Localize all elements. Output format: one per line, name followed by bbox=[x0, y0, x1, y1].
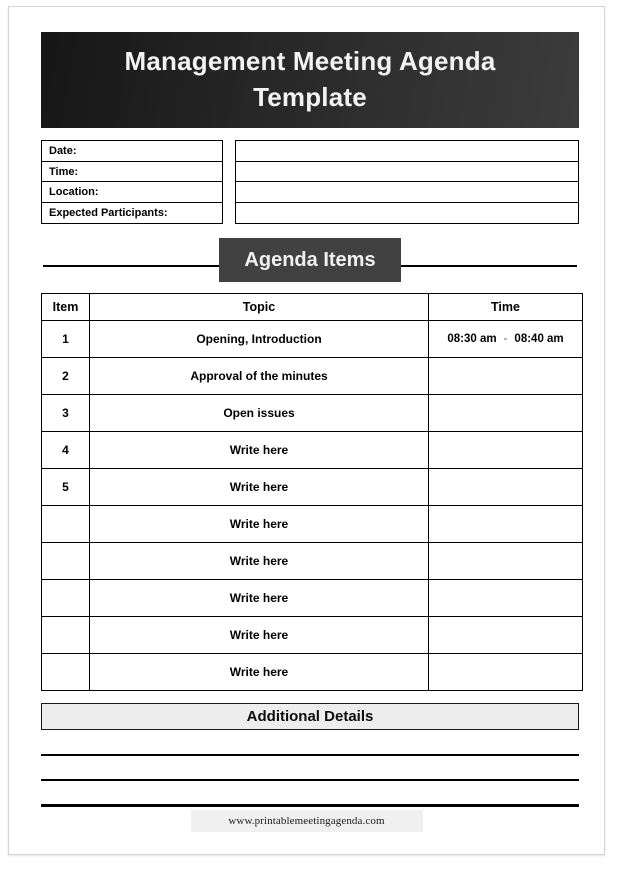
additional-details-label: Additional Details bbox=[246, 708, 374, 725]
cell-item[interactable]: 3 bbox=[42, 395, 90, 432]
meta-label-location: Location: bbox=[42, 182, 222, 203]
cell-item[interactable]: 1 bbox=[42, 321, 90, 358]
cell-topic[interactable]: Approval of the minutes bbox=[90, 358, 429, 395]
footer-website: www.printablemeetingagenda.com bbox=[228, 815, 385, 827]
table-row bbox=[42, 432, 583, 469]
time-end: 08:40 am bbox=[514, 333, 564, 345]
cell-topic[interactable]: Write here bbox=[90, 543, 429, 580]
cell-item[interactable] bbox=[42, 617, 90, 654]
cell-time[interactable] bbox=[429, 321, 583, 358]
table-row bbox=[42, 617, 583, 654]
additional-details-lines bbox=[41, 754, 579, 807]
cell-topic[interactable]: Write here bbox=[90, 580, 429, 617]
meta-value-expected-participants[interactable] bbox=[236, 203, 578, 224]
cell-topic[interactable]: Open issues bbox=[90, 395, 429, 432]
document-content bbox=[41, 32, 579, 832]
time-separator: - bbox=[503, 333, 508, 345]
meeting-info-values bbox=[235, 140, 579, 224]
meta-value-date[interactable] bbox=[236, 141, 578, 162]
meta-label-expected-participants: Expected Participants: bbox=[49, 206, 168, 219]
cell-time[interactable] bbox=[429, 580, 583, 617]
agenda-items-banner-label: Agenda Items bbox=[244, 248, 376, 271]
document-title-banner bbox=[41, 32, 579, 128]
agenda-table-body bbox=[42, 321, 583, 691]
cell-time[interactable] bbox=[429, 358, 583, 395]
cell-time[interactable] bbox=[429, 395, 583, 432]
meta-label-date: Date: bbox=[42, 141, 222, 162]
cell-time[interactable] bbox=[429, 543, 583, 580]
cell-time[interactable] bbox=[429, 506, 583, 543]
table-row bbox=[42, 580, 583, 617]
cell-time[interactable] bbox=[429, 432, 583, 469]
meta-value-location[interactable] bbox=[236, 182, 578, 203]
table-row bbox=[42, 654, 583, 691]
column-header-topic: Topic bbox=[90, 294, 429, 321]
footer-band bbox=[191, 810, 423, 832]
cell-item[interactable]: 2 bbox=[42, 358, 90, 395]
table-row bbox=[42, 395, 583, 432]
write-line[interactable] bbox=[41, 804, 579, 806]
document-page bbox=[8, 6, 605, 855]
cell-topic[interactable]: Write here bbox=[90, 506, 429, 543]
agenda-items-banner bbox=[219, 238, 401, 282]
table-row bbox=[42, 321, 583, 358]
cell-item[interactable]: 4 bbox=[42, 432, 90, 469]
additional-details-banner bbox=[41, 703, 579, 730]
meeting-info-labels bbox=[41, 140, 223, 224]
cell-topic[interactable]: Write here bbox=[90, 432, 429, 469]
meta-label-time: Time: bbox=[42, 162, 222, 183]
cell-topic[interactable]: Opening, Introduction bbox=[90, 321, 429, 358]
table-row bbox=[42, 543, 583, 580]
table-row bbox=[42, 469, 583, 506]
write-line[interactable] bbox=[41, 779, 579, 781]
agenda-table bbox=[41, 293, 583, 691]
cell-topic[interactable]: Write here bbox=[90, 617, 429, 654]
page-title-line-2: Template bbox=[253, 82, 367, 112]
write-line[interactable] bbox=[41, 754, 579, 756]
page-title bbox=[125, 44, 496, 116]
table-row bbox=[42, 506, 583, 543]
cell-time[interactable] bbox=[429, 617, 583, 654]
cell-item[interactable] bbox=[42, 543, 90, 580]
cell-item[interactable] bbox=[42, 506, 90, 543]
cell-time[interactable] bbox=[429, 654, 583, 691]
table-row bbox=[42, 358, 583, 395]
cell-item[interactable] bbox=[42, 580, 90, 617]
meta-value-time[interactable] bbox=[236, 162, 578, 183]
cell-time[interactable] bbox=[429, 469, 583, 506]
agenda-section-header bbox=[41, 238, 579, 284]
column-header-item: Item bbox=[42, 294, 90, 321]
cell-topic[interactable]: Write here bbox=[90, 654, 429, 691]
cell-item[interactable]: 5 bbox=[42, 469, 90, 506]
time-range bbox=[429, 333, 582, 345]
time-start: 08:30 am bbox=[447, 333, 497, 345]
meeting-info-block bbox=[41, 140, 579, 224]
page-title-line-1: Management Meeting Agenda bbox=[124, 46, 496, 77]
agenda-table-header-row bbox=[42, 294, 583, 321]
cell-item[interactable] bbox=[42, 654, 90, 691]
cell-topic[interactable]: Write here bbox=[90, 469, 429, 506]
column-header-time: Time bbox=[429, 294, 583, 321]
